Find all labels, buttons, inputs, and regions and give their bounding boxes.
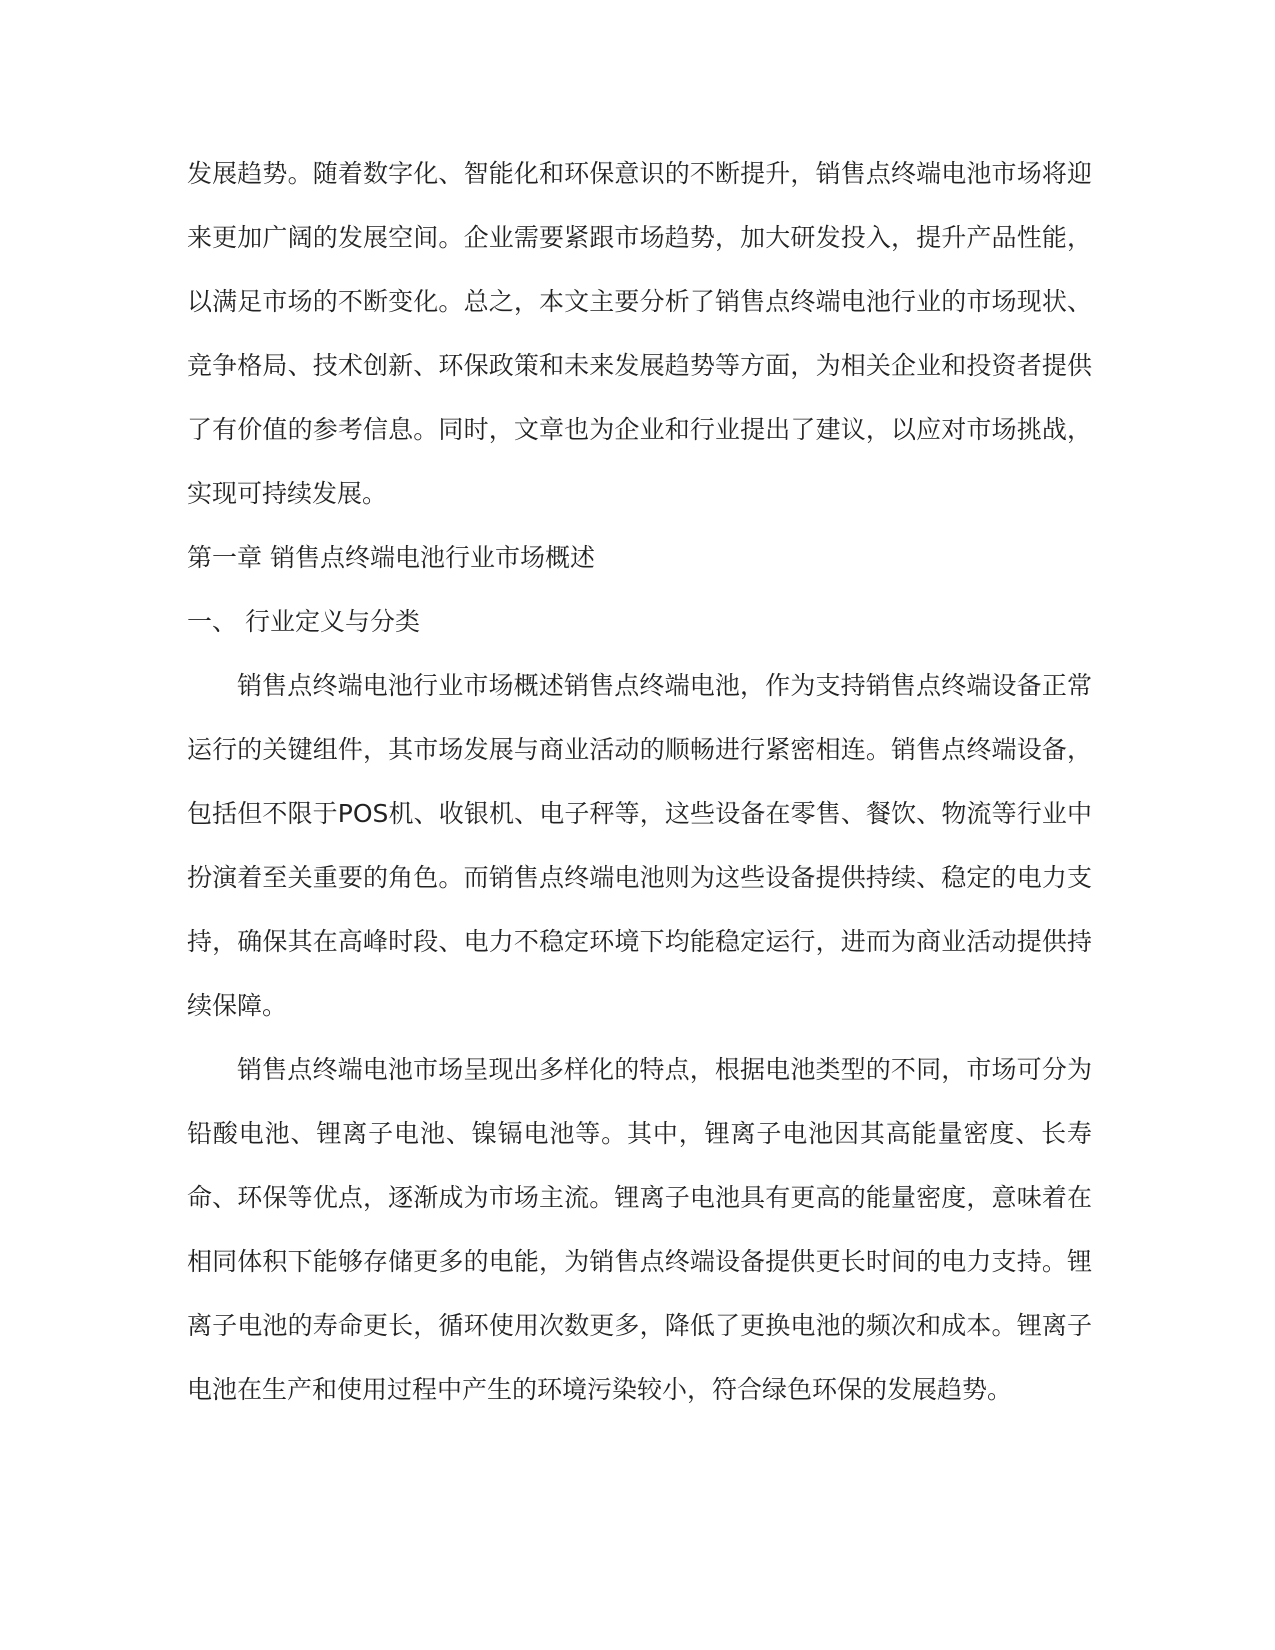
definition-paragraph: 销售点终端电池行业市场概述销售点终端电池，作为支持销售点终端设备正常运行的关键组件，其市场发展与商业活动的顺畅进行紧密相连。销售点终端设备，包括但不限于POS机、收银机、电子秤等，这些设备在零售、餐饮、物流等行业中扮演着至关重要的角色。而销售点终端电池则为这些设备提供持续、稳定的电力支持，确保其在高峰时段、电力不稳定环境下均能稳定运行，进而为商业活动提供持续保障。	[187, 671, 1092, 1020]
document-body	[187, 142, 1092, 1422]
classification-paragraph: 销售点终端电池市场呈现出多样化的特点，根据电池类型的不同，市场可分为铅酸电池、锂离子电池、镍镉电池等。其中，锂离子电池因其高能量密度、长寿命、环保等优点，逐渐成为市场主流。锂离子电池具有更高的能量密度，意味着在相同体积下能够存储更多的电能，为销售点终端设备提供更长时间的电力支持。锂离子电池的寿命更长，循环使用次数更多，降低了更换电池的频次和成本。锂离子电池在生产和使用过程中产生的环境污染较小，符合绿色环保的发展趋势。	[187, 1055, 1092, 1404]
chapter-heading: 第一章 销售点终端电池行业市场概述	[187, 543, 595, 572]
intro-paragraph: 发展趋势。随着数字化、智能化和环保意识的不断提升，销售点终端电池市场将迎来更加广阔的发展空间。企业需要紧跟市场趋势，加大研发投入，提升产品性能，以满足市场的不断变化。总之，本文主要分析了销售点终端电池行业的市场现状、竞争格局、技术创新、环保政策和未来发展趋势等方面，为相关企业和投资者提供了有价值的参考信息。同时，文章也为企业和行业提出了建议，以应对市场挑战，实现可持续发展。	[187, 159, 1092, 508]
section-heading: 一、 行业定义与分类	[187, 607, 420, 636]
